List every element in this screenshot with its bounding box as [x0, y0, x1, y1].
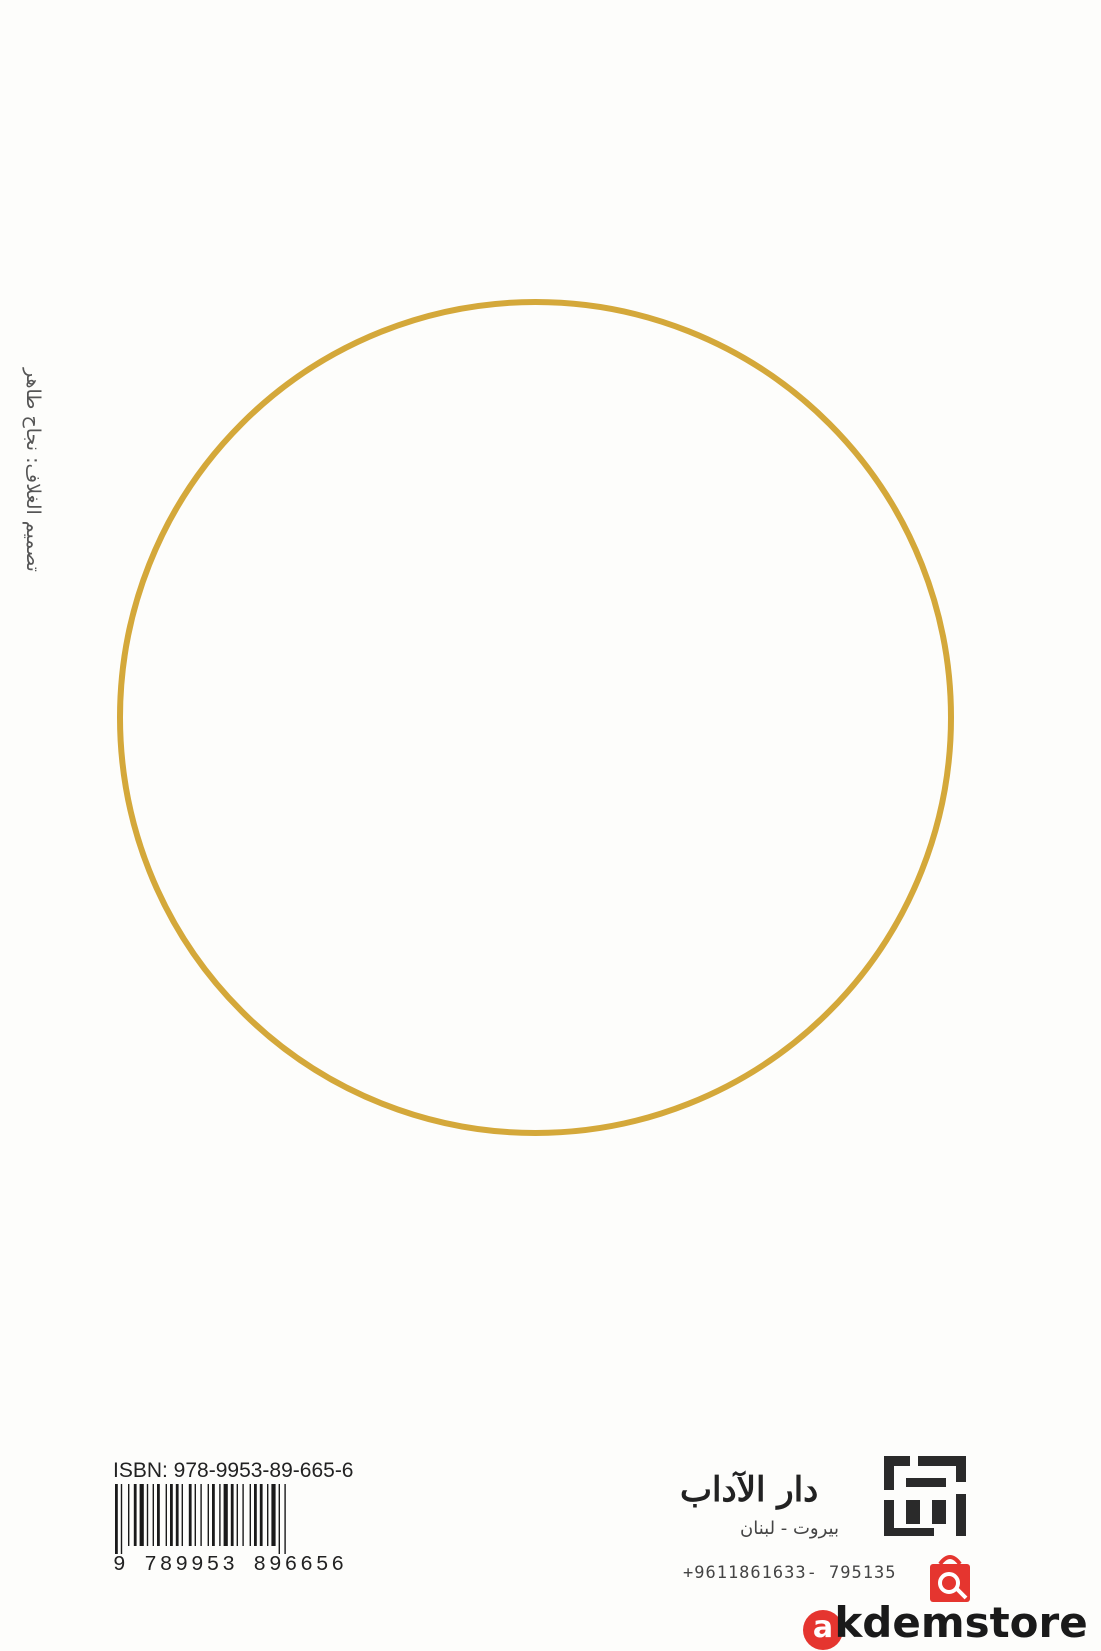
barcode-bar	[195, 1484, 196, 1546]
watermark-a-icon: a	[803, 1610, 843, 1650]
publisher-phone: +9611861633- 795135	[683, 1563, 897, 1583]
cover-designer-credit: تصميم الغلاف: نجاح طاهر	[22, 368, 44, 572]
barcode-bar	[212, 1484, 215, 1546]
publisher-name: دار الآداب	[680, 1470, 819, 1510]
barcode-bar	[250, 1484, 251, 1546]
barcode-bar	[115, 1484, 118, 1554]
barcode-bar	[121, 1484, 122, 1554]
isbn-label: ISBN: 978-9953-89-665-6	[113, 1459, 354, 1482]
barcode-bar	[140, 1484, 144, 1546]
barcode-bar	[189, 1484, 192, 1546]
watermark-brand: kdemstore	[834, 1598, 1088, 1647]
barcode-bar	[200, 1484, 201, 1546]
barcode-bar	[237, 1484, 238, 1546]
barcode-bar	[157, 1484, 160, 1546]
barcode-bar	[208, 1484, 209, 1546]
barcode-bar	[231, 1484, 234, 1546]
barcode-bar	[254, 1484, 257, 1546]
barcode-bar	[284, 1484, 285, 1554]
publisher-logo-icon	[878, 1452, 976, 1542]
barcode-bar	[128, 1484, 129, 1546]
publisher-city: بيروت - لبنان	[740, 1518, 839, 1539]
barcode-bar	[153, 1484, 154, 1546]
barcode-bar	[267, 1484, 268, 1546]
barcode-bar	[166, 1484, 167, 1546]
barcode-bar	[224, 1484, 228, 1546]
barcode-bar	[176, 1484, 179, 1546]
barcode-bar	[219, 1484, 220, 1546]
barcode-bar	[260, 1484, 263, 1546]
barcode-bar	[182, 1484, 183, 1546]
barcode-bar	[271, 1484, 275, 1546]
gold-ring-frame	[117, 299, 954, 1136]
barcode-digits: 9 789953 896656	[113, 1554, 348, 1577]
barcode-bar	[147, 1484, 148, 1546]
barcode-bar	[170, 1484, 173, 1546]
barcode-bar	[242, 1484, 243, 1546]
isbn-barcode	[113, 1484, 363, 1554]
barcode-bar	[279, 1484, 280, 1554]
barcode-bar	[134, 1484, 137, 1546]
